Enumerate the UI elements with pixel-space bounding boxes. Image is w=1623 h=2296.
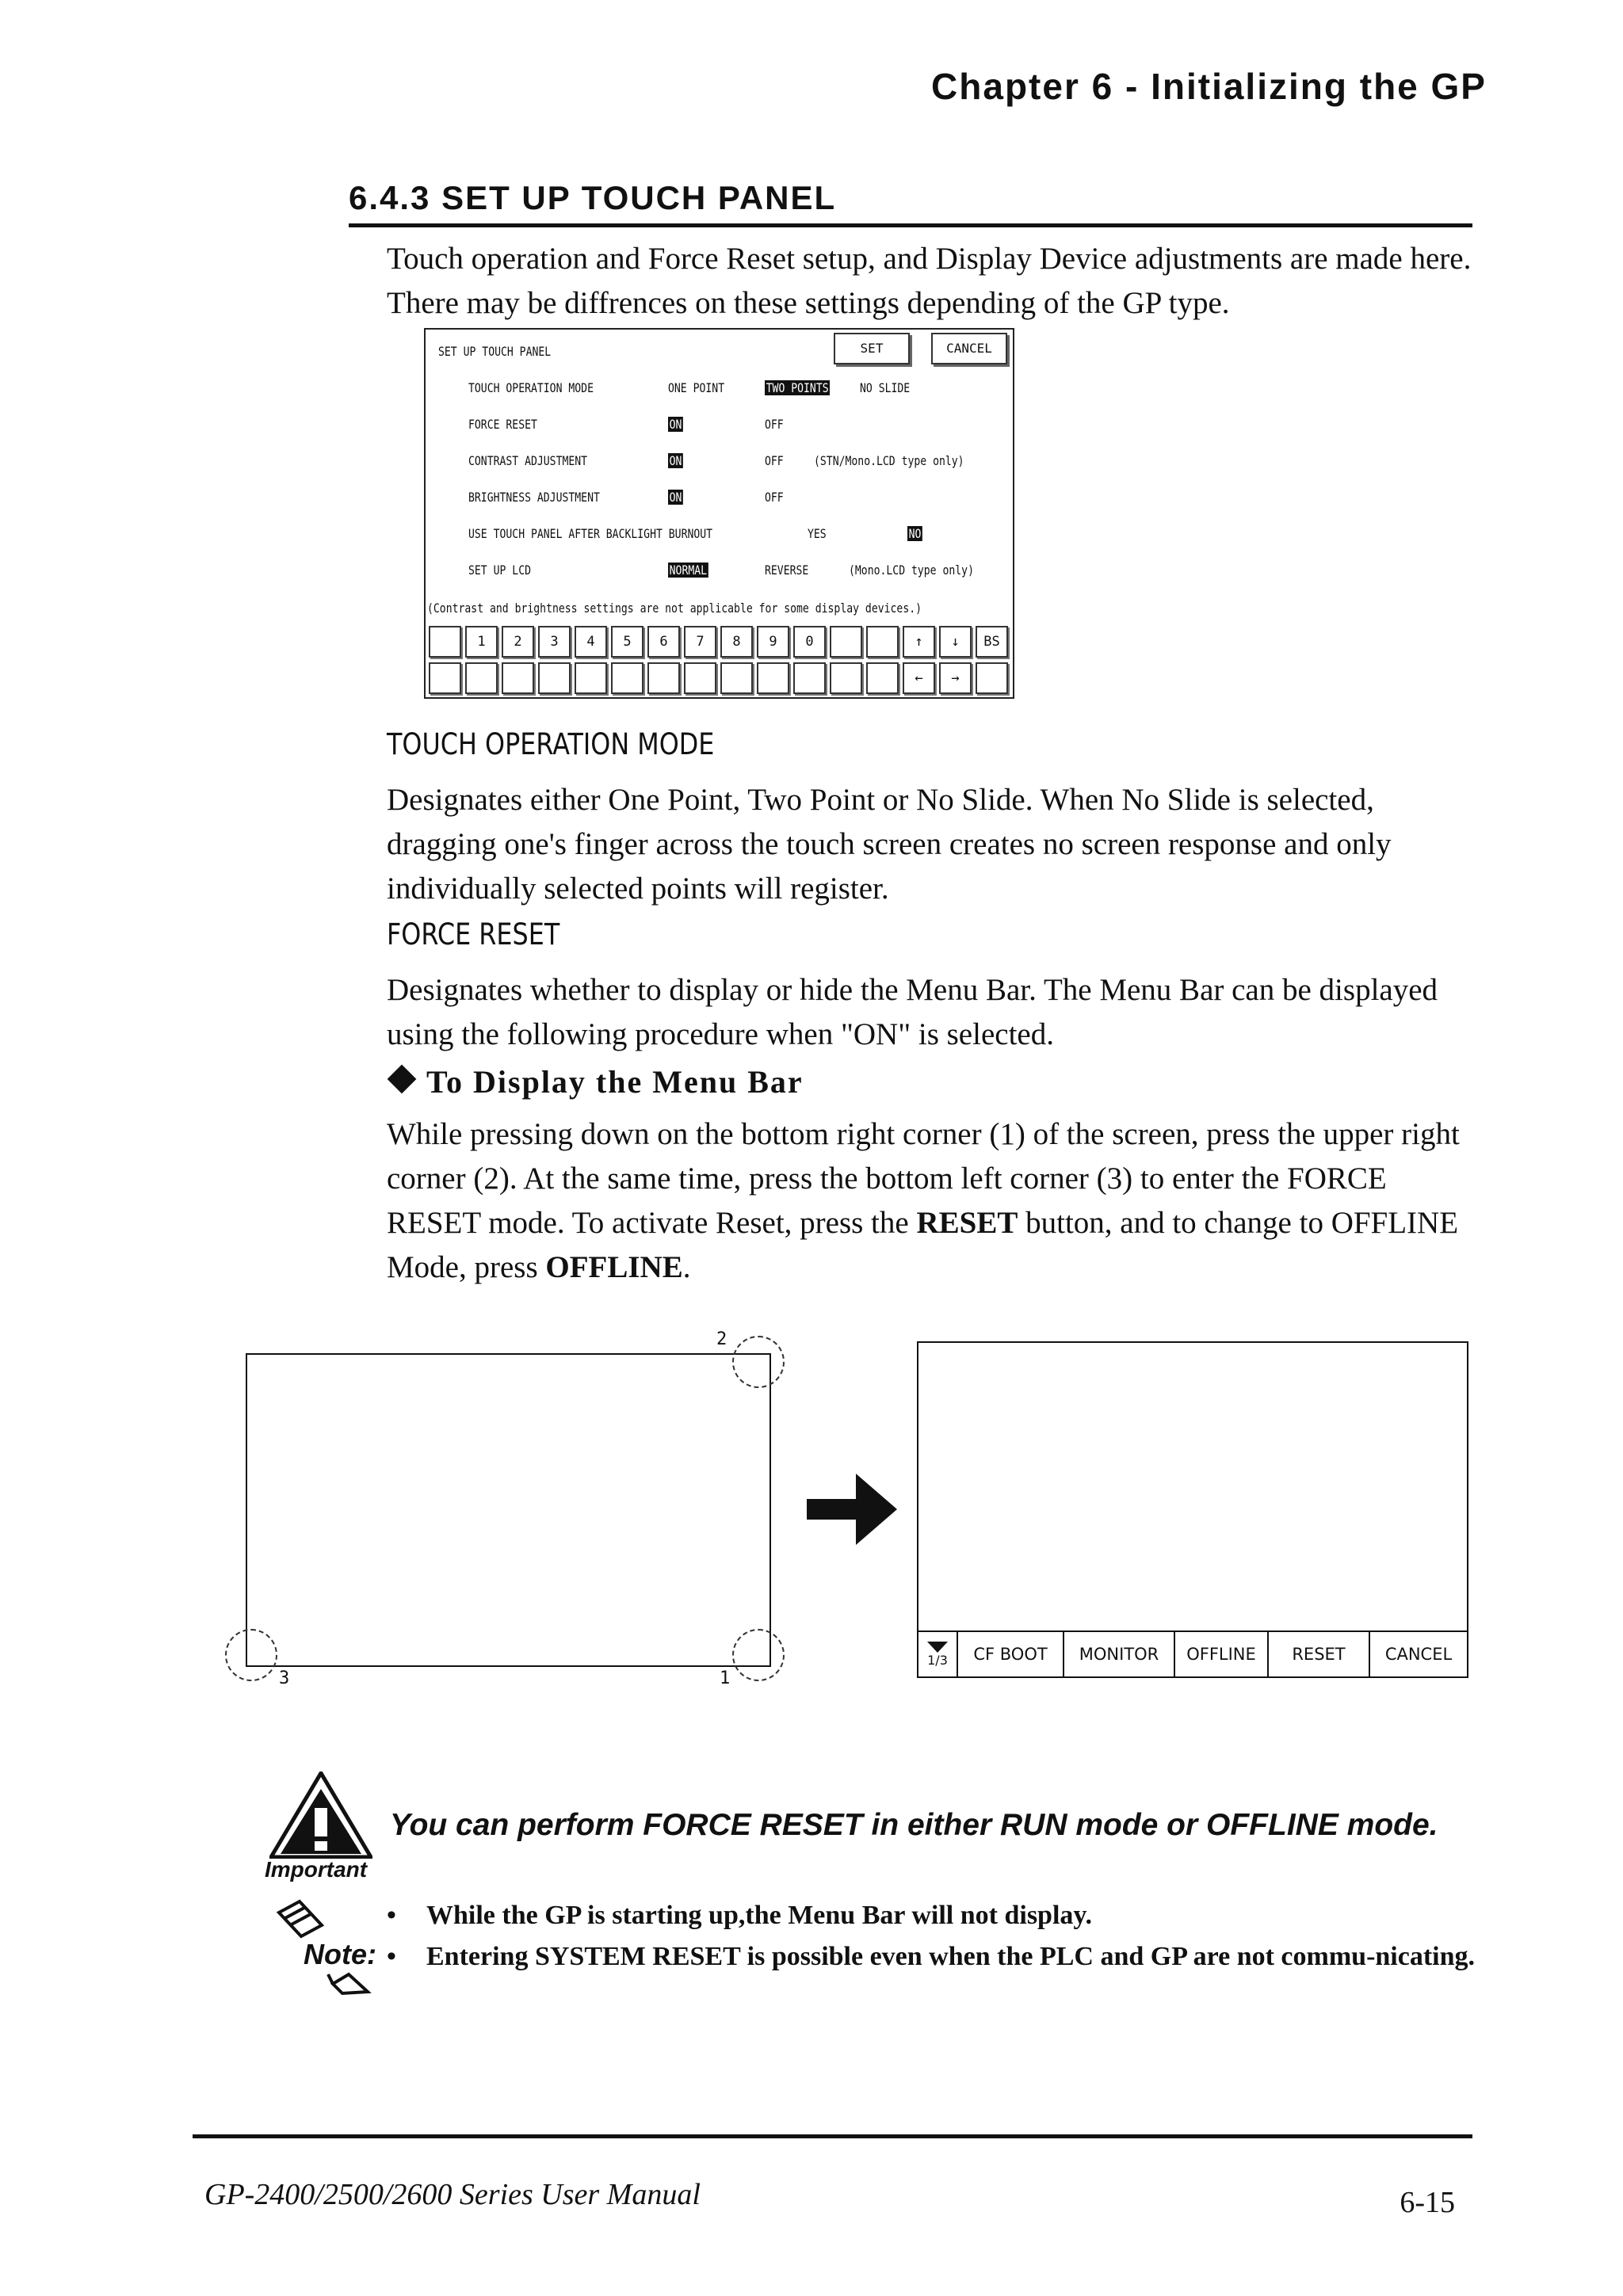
touch-mode-no-slide[interactable]: NO SLIDE: [860, 380, 911, 395]
note-item: • While the GP is starting up,the Menu Bar will not display.: [385, 1895, 1479, 1936]
footer-page-number: 6-15: [1400, 2186, 1455, 2219]
key[interactable]: [429, 626, 461, 658]
section-title: 6.4.3 SET UP TOUCH PANEL: [349, 179, 837, 216]
key[interactable]: [866, 626, 899, 658]
key-left-arrow-icon[interactable]: ←: [903, 662, 935, 694]
brightness-on[interactable]: ON: [669, 490, 682, 505]
keypad-row-1: [429, 626, 1008, 658]
procedure-text-part: While pressing down on the bottom right corner (1) of the screen, press the upper right corner (2). At the same time, press the bottom left corner (3) to enter the FORCE RESET mode. To activate Reset, press the: [387, 1117, 1460, 1240]
key[interactable]: [575, 662, 607, 694]
key-5[interactable]: 5: [611, 626, 643, 658]
right-arrow-icon: [807, 1474, 899, 1545]
force-reset-text: Designates whether to display or hide the Menu Bar. The Menu Bar can be displayed using the following procedure when "ON" is selected.: [387, 973, 1438, 1051]
key-right-arrow-icon[interactable]: →: [939, 662, 972, 694]
touch-mode-label: TOUCH OPERATION MODE: [468, 380, 594, 395]
contrast-off[interactable]: OFF: [765, 453, 784, 468]
key[interactable]: [538, 662, 571, 694]
footer-manual-title: GP-2400/2500/2600 Series User Manual: [204, 2178, 701, 2211]
offline-emphasis: OFFLINE: [545, 1250, 683, 1284]
touch-mode-text: Designates either One Point, Two Point or No Slide. When No Slide is selected, dragging one's finger across the touch screen creates no screen response and only individually selected points will register.: [387, 783, 1392, 906]
contrast-on[interactable]: ON: [669, 453, 682, 468]
footer-rule: [193, 2134, 1472, 2138]
key-backspace[interactable]: BS: [976, 626, 1008, 658]
key-0[interactable]: 0: [793, 626, 826, 658]
menu-bar: [918, 1630, 1467, 1676]
key-6[interactable]: 6: [647, 626, 680, 658]
key-up-arrow-icon[interactable]: ↑: [903, 626, 935, 658]
reset-emphasis: RESET: [916, 1206, 1018, 1240]
corner-2-touch-circle: [732, 1336, 785, 1388]
brightness-label: BRIGHTNESS ADJUSTMENT: [468, 490, 600, 505]
important-text: You can perform FORCE RESET in either RUN mode or OFFLINE mode.: [390, 1808, 1438, 1842]
touch-mode-heading: TOUCH OPERATION MODE: [387, 727, 715, 761]
corner-1-touch-circle: [732, 1629, 785, 1681]
backlight-no[interactable]: NO: [908, 526, 922, 541]
key[interactable]: [429, 662, 461, 694]
contrast-note: (STN/Mono.LCD type only): [814, 453, 964, 468]
touch-mode-one-point[interactable]: ONE POINT: [668, 380, 725, 395]
procedure-heading: [387, 1063, 804, 1100]
key-9[interactable]: 9: [757, 626, 789, 658]
contrast-label: CONTRAST ADJUSTMENT: [468, 453, 588, 468]
touch-panel-screenshot: [424, 328, 1014, 699]
brightness-off[interactable]: OFF: [765, 490, 784, 505]
key-down-arrow-icon[interactable]: ↓: [939, 626, 972, 658]
section-rule: [349, 223, 1472, 227]
touch-mode-two-points[interactable]: TWO POINTS: [766, 380, 829, 395]
corner-1-label: 1: [720, 1669, 731, 1688]
menu-cancel-button[interactable]: CANCEL: [1369, 1632, 1467, 1676]
key[interactable]: [830, 626, 862, 658]
key-8[interactable]: 8: [720, 626, 753, 658]
corner-3-touch-circle: [225, 1629, 277, 1681]
keypad-row-2: [429, 662, 1008, 694]
diamond-bullet-icon: [388, 1065, 417, 1094]
key[interactable]: [684, 662, 716, 694]
menu-page-text: 1/3: [927, 1652, 948, 1668]
key[interactable]: [976, 662, 1008, 694]
note-label: Note:: [304, 1938, 376, 1970]
procedure-text-part: .: [682, 1250, 691, 1284]
key[interactable]: [647, 662, 680, 694]
corner-3-label: 3: [279, 1669, 290, 1688]
triangle-down-icon: [927, 1642, 948, 1653]
key[interactable]: [465, 662, 498, 694]
key-4[interactable]: 4: [575, 626, 607, 658]
key[interactable]: [793, 662, 826, 694]
panel-set-button[interactable]: SET: [834, 333, 910, 364]
key[interactable]: [502, 662, 534, 694]
key-7[interactable]: 7: [684, 626, 716, 658]
screen-diagram-right: [917, 1341, 1468, 1678]
force-reset-off[interactable]: OFF: [765, 417, 784, 432]
key[interactable]: [757, 662, 789, 694]
procedure-text: [387, 1112, 1480, 1290]
panel-footnote: (Contrast and brightness settings are not applicable for some display devices.): [427, 601, 922, 616]
section-intro: Touch operation and Force Reset setup, and Display Device adjustments are made here. There may be diffrences on these settings depending of the GP type.: [387, 242, 1472, 320]
chapter-header: Chapter 6 - Initializing the GP: [931, 66, 1487, 107]
important-label: Important: [265, 1857, 368, 1882]
key-2[interactable]: 2: [502, 626, 534, 658]
corner-2-label: 2: [716, 1329, 727, 1349]
force-reset-label: FORCE RESET: [468, 417, 537, 432]
key[interactable]: [866, 662, 899, 694]
lcd-reverse[interactable]: REVERSE: [765, 563, 809, 578]
panel-cancel-button[interactable]: CANCEL: [931, 333, 1007, 364]
force-reset-heading: FORCE RESET: [387, 917, 560, 952]
menu-page-indicator[interactable]: [918, 1632, 957, 1676]
key[interactable]: [611, 662, 643, 694]
key-1[interactable]: 1: [465, 626, 498, 658]
backlight-label: USE TOUCH PANEL AFTER BACKLIGHT BURNOUT: [468, 526, 713, 541]
menu-offline-button[interactable]: OFFLINE: [1174, 1632, 1267, 1676]
key[interactable]: [830, 662, 862, 694]
menu-monitor-button[interactable]: MONITOR: [1063, 1632, 1174, 1676]
force-reset-on[interactable]: ON: [669, 417, 682, 432]
menu-reset-button[interactable]: RESET: [1267, 1632, 1369, 1676]
menu-cf-boot-button[interactable]: CF BOOT: [957, 1632, 1063, 1676]
key-3[interactable]: 3: [538, 626, 571, 658]
lcd-note: (Mono.LCD type only): [849, 563, 974, 578]
procedure-text-part: button, and to change to OFFLINE Mode, press: [387, 1206, 1459, 1284]
important-warning-icon: [269, 1772, 372, 1859]
panel-title: SET UP TOUCH PANEL: [438, 344, 552, 359]
note-list: [385, 1895, 1479, 1978]
lcd-normal[interactable]: NORMAL: [669, 563, 708, 578]
key[interactable]: [720, 662, 753, 694]
lcd-label: SET UP LCD: [468, 563, 531, 578]
screen-diagram-left: [246, 1353, 771, 1667]
procedure-heading-text: To Display the Menu Bar: [426, 1064, 804, 1100]
note-item: • Entering SYSTEM RESET is possible even when the PLC and GP are not commu-nicating.: [385, 1936, 1479, 1978]
backlight-yes[interactable]: YES: [808, 526, 827, 541]
